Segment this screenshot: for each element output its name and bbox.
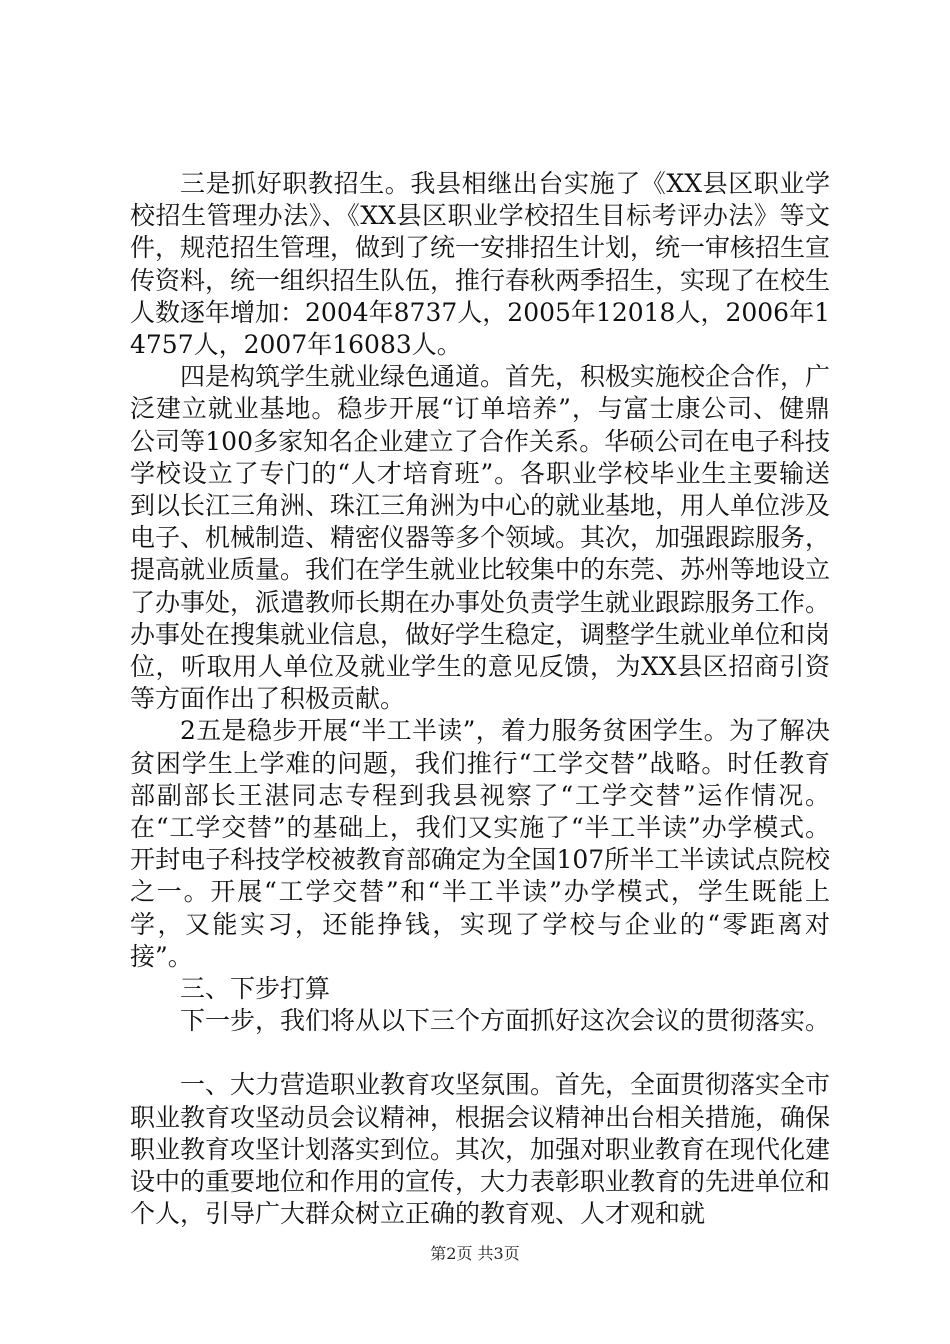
paragraph-half-work-half-study: 2五是稳步开展“半工半读”，着力服务贫困学生。为了解决贫困学生上学难的问题，我们推行“工学交替”战略。时任教育部副部长王湛同志专程到我县视察了“工学交替”运作情况。在“工学交替”的基础上，我们又实施了“半工半读”办学模式。开封电子科技学校被教育部确定为全国107所半工半读试点院校之一。开展“工学交替”和“半工半读”办学模式，学生既能上学，又能实习，还能挣钱，实现了学校与企业的“零距离对接”。 (130, 716, 830, 971)
paragraph-next-steps-intro: 下一步，我们将从以下三个方面抓好这次会议的贯彻落实。 (180, 1006, 831, 1036)
paragraph-enrollment: 三是抓好职教招生。我县相继出台实施了《XX县区职业学校招生管理办法》、《XX县区职业学校招生目标考评办法》等文件，规范招生管理，做到了统一安排招生计划，统一审核招生宣传资料，统一组织招生队伍，推行春秋两季招生，实现了在校生人数逐年增加：2004年8737人，2005年12018人，2006年14757人，2007年16083人。 (130, 169, 831, 360)
section-heading-next-steps: 三、下步打算 (180, 974, 331, 1004)
document-body (130, 168, 830, 1231)
paragraph-atmosphere: 一、大力营造职业教育攻坚氛围。首先，全面贯彻落实全市职业教育攻坚动员会议精神，根据会议精神出台相关措施，确保职业教育攻坚计划落实到位。其次，加强对职业教育在现代化建设中的重要地位和作用的宣传，大力表彰职业教育的先进单位和个人，引导广大群众树立正确的教育观、人才观和就 (130, 1070, 831, 1229)
paragraph-employment-channel: 四是构筑学生就业绿色通道。首先，积极实施校企合作，广泛建立就业基地。稳步开展“订单培养”，与富士康公司、健鼎公司等100多家知名企业建立了合作关系。华硕公司在电子科技学校设立了专门的“人才培育班”。各职业学校毕业生主要输送到以长江三角洲、珠江三角洲为中心的就业基地，用人单位涉及电子、机械制造、精密仪器等多个领域。其次，加强跟踪服务，提高就业质量。我们在学生就业比较集中的东莞、苏州等地设立了办事处，派遣教师长期在办事处负责学生就业跟踪服务工作。办事处在搜集就业信息，做好学生稳定，调整学生就业单位和岗位，听取用人单位及就业学生的意见反馈，为XX县区招商引资等方面作出了积极贡献。 (130, 362, 831, 714)
page-number-footer: 第2页 共3页 (430, 1244, 520, 1263)
